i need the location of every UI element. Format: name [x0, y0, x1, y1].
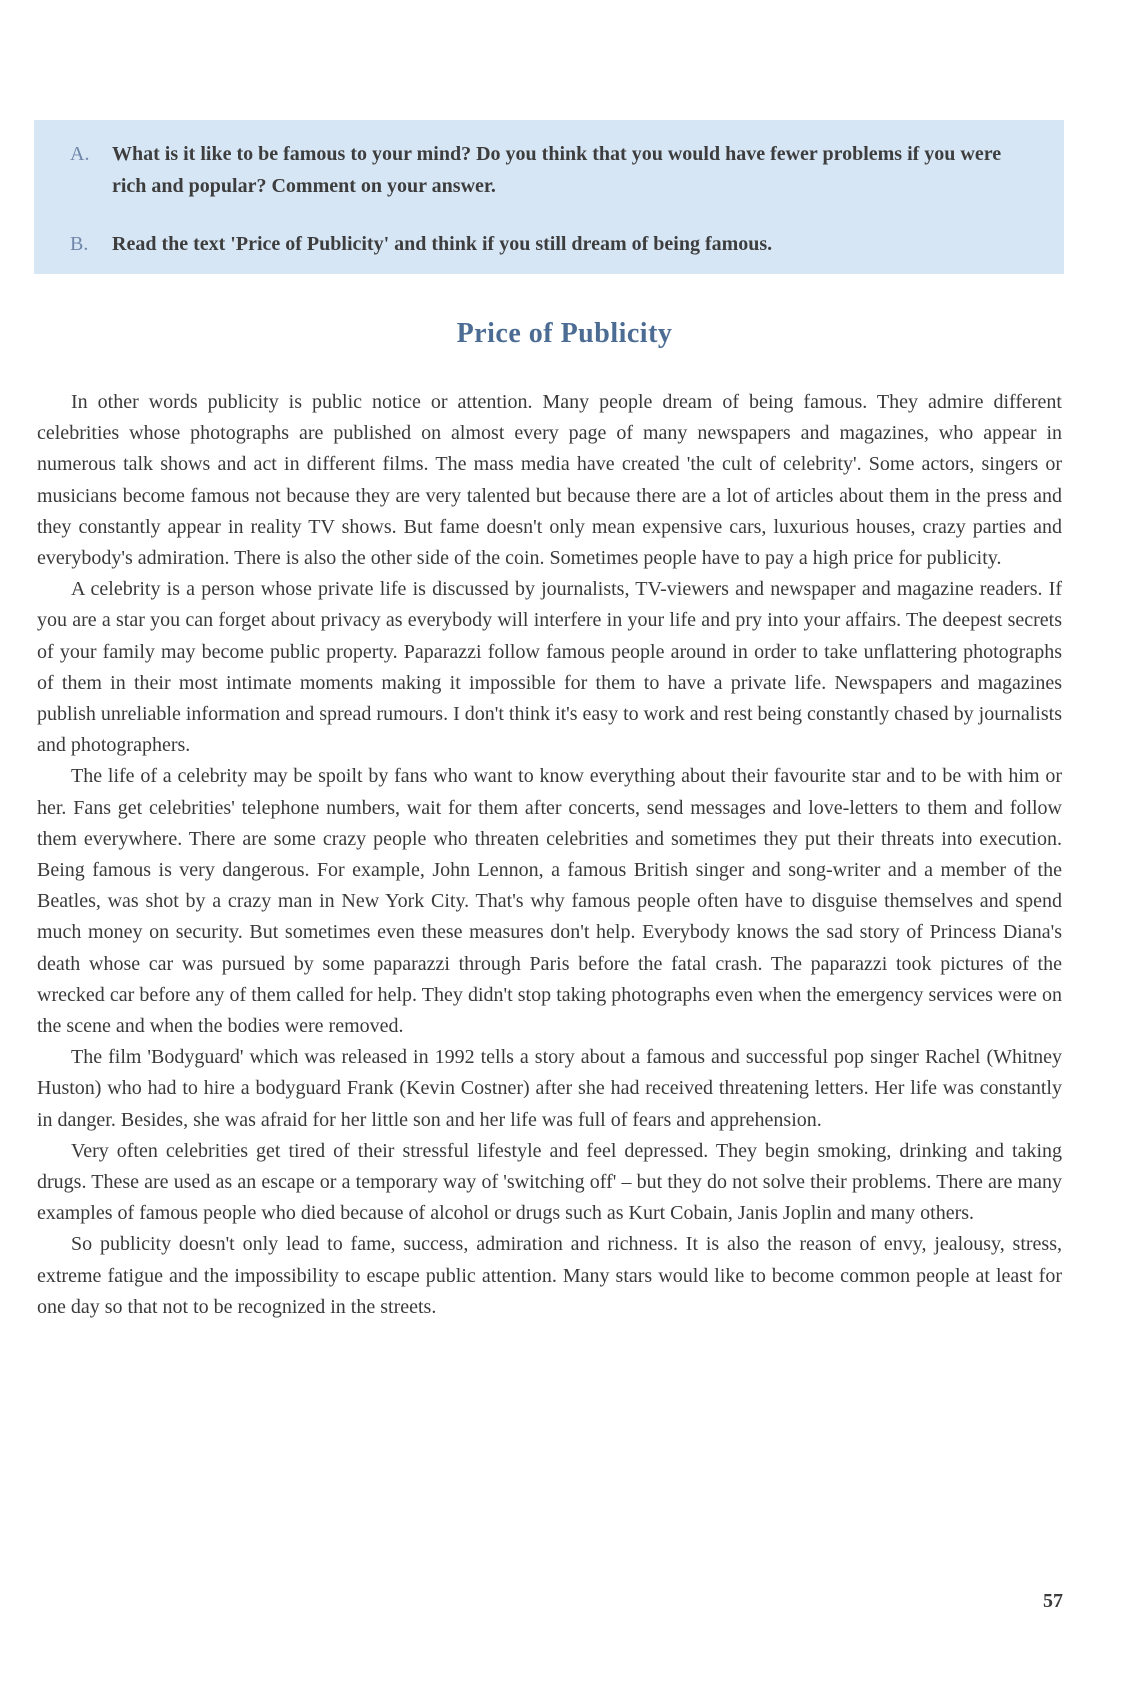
task-a-letter: A. [70, 143, 90, 165]
article-paragraph-1: In other words publicity is public notice or attention. Many people dream of being famous. They admire different celebrities whose photographs are published on almost every page of many newspapers and magazines, who appear in numerous talk shows and act in different films. The mass media have created 'the cult of celebrity'. Some actors, singers or musicians become famous not because they are very talented but because there are a lot of articles about them in the press and they constantly appear in reality TV shows. But fame doesn't only mean expensive cars, luxurious houses, crazy parties and everybody's admiration. There is also the other side of the coin. Sometimes people have to pay a high price for publicity. [37, 391, 1062, 570]
article-paragraph-3: The life of a celebrity may be spoilt by fans who want to know everything about their favourite star and to be with him or her. Fans get celebrities' telephone numbers, wait for them after concerts, send messages and love-letters to them and follow them everywhere. There are some crazy people who threaten celebrities and sometimes they put their threats into execution. Being famous is very dangerous. For example, John Lennon, a famous British singer and song-writer and a member of the Beatles, was shot by a crazy man in New York City. That's why famous people often have to disguise themselves and spend much money on security. But sometimes even these measures don't help. Everybody knows the sad story of Princess Diana's death whose car was pursued by some paparazzi through Paris before the fatal crash. The paparazzi took pictures of the wrecked car before any of them called for help. They didn't stop taking photographs even when the emergency services were on the scene and when the bodies were removed. [37, 765, 1062, 1038]
task-a-text: What is it like to be famous to your mind? Do you think that you would have fewer problems if you were rich and popular? Comment on your answer. [112, 143, 1002, 197]
article-paragraph-2: A celebrity is a person whose private life is discussed by journalists, TV-viewers and newspaper and magazine readers. If you are a star you can forget about privacy as everybody will interfere in your life and pry into your affairs. The deepest secrets of your family may become public property. Paparazzi follow famous people around in order to take unflattering photographs of them in their most intimate moments making it impossible for them to have a private life. Newspapers and magazines publish unreliable information and spread rumours. I don't think it's easy to work and rest being constantly chased by journalists and photographers. [37, 578, 1062, 757]
article-paragraph-5: Very often celebrities get tired of their stressful lifestyle and feel depressed. They begin smoking, drinking and taking drugs. These are used as an escape or a temporary way of 'switching off' – but they do not solve their problems. There are many examples of famous people who died because of alcohol or drugs such as Kurt Cobain, Janis Joplin and many others. [37, 1139, 1062, 1225]
task-b-text: Read the text 'Price of Publicity' and think if you still dream of being famous. [112, 233, 773, 255]
task-b [70, 228, 1014, 260]
page-number: 57 [1043, 1590, 1063, 1612]
article-title: Price of Publicity [456, 318, 673, 349]
task-box [34, 120, 1064, 274]
task-b-letter: B. [70, 233, 89, 255]
article-paragraph-6: So publicity doesn't only lead to fame, success, admiration and richness. It is also the reason of envy, jealousy, stress, extreme fatigue and the impossibility to escape public attention. Many stars would like to become common people at least for one day so that not to be recognized in the streets. [37, 1233, 1062, 1318]
article-body [37, 387, 1062, 1323]
task-a [70, 138, 1014, 202]
article-paragraph-4: The film 'Bodyguard' which was released in 1992 tells a story about a famous and successful pop singer Rachel (Whitney Huston) who had to hire a bodyguard Frank (Kevin Costner) after she had received threatening letters. Her life was constantly in danger. Besides, she was afraid for her little son and her life was full of fears and apprehension. [37, 1046, 1062, 1131]
